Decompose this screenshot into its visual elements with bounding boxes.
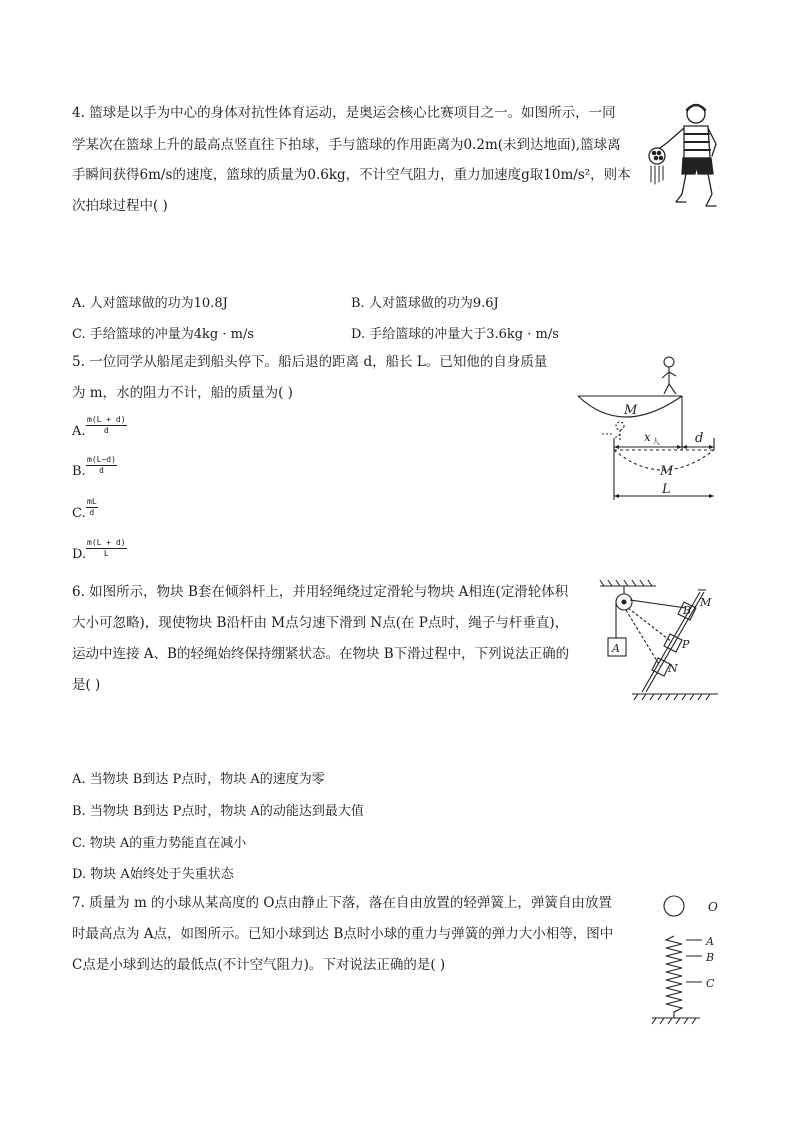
label-O: O bbox=[708, 900, 718, 914]
q5-line-1: 5. 一位同学从船尾走到船头停下。船后退的距离 d，船长 L。已知他的自身质量 bbox=[72, 354, 548, 370]
q7-line-1: 7. 质量为 m 的小球从某高度的 O点由静止下落，落在自由放置的轻弹簧上，弹簧自由放置 bbox=[72, 895, 612, 911]
q4-line-1: 4. 篮球是以手为中心的身体对抗性体育运动，是奥运会核心比赛项目之一。如图所示，一同 bbox=[72, 105, 616, 121]
q6-line-4: 是( ) bbox=[72, 677, 101, 693]
q6-option-d[interactable]: D. 物块 A始终处于失重状态 bbox=[72, 867, 234, 882]
q4-option-a[interactable]: A. 人对篮球做的功为10.8J bbox=[72, 296, 228, 311]
label-P: P bbox=[682, 638, 690, 651]
label-A: A bbox=[612, 642, 620, 655]
fraction-denominator: d bbox=[89, 508, 95, 517]
label-A: A bbox=[706, 935, 714, 948]
label-B: B bbox=[706, 951, 715, 964]
label-M: M bbox=[700, 596, 712, 609]
q6-option-a[interactable]: A. 当物块 B到达 P点时，物块 A的速度为零 bbox=[72, 772, 325, 787]
q4-option-b[interactable]: B. 人对篮球做的功为9.6J bbox=[351, 296, 499, 311]
q6-line-1: 6. 如图所示，物块 B套在倾斜杆上，并用轻绳绕过定滑轮与物块 A相连(定滑轮体积 bbox=[72, 584, 569, 600]
option-fraction bbox=[86, 497, 98, 518]
label-M-top: M bbox=[624, 403, 638, 418]
label-C: C bbox=[706, 977, 715, 990]
q7-line-2: 时最高点为 A点，如图所示。已知小球到达 B点时小球的重力与弹簧的弹力大小相等，图中 bbox=[72, 926, 614, 942]
option-letter: A. bbox=[72, 424, 86, 439]
option-letter: D. bbox=[72, 547, 87, 562]
fraction-denominator: L bbox=[103, 549, 109, 558]
basketball-player-figure bbox=[640, 98, 732, 216]
pulley-incline-figure bbox=[596, 578, 722, 702]
fraction-numerator: m(L−d) bbox=[87, 455, 116, 464]
q4-line-3: 手瞬间获得6m/s的速度，篮球的质量为0.6kg，不计空气阻力，重力加速度g取10m/s²，则本 bbox=[72, 167, 631, 183]
q6-option-c[interactable]: C. 物块 A的重力势能直在减小 bbox=[72, 836, 247, 851]
label-M-bottom: M bbox=[660, 464, 674, 479]
fraction-numerator: mL bbox=[87, 497, 97, 506]
q4-option-c[interactable]: C. 手给篮球的冲量为4kg · m/s bbox=[72, 327, 254, 342]
q4-option-d[interactable]: D. 手给篮球的冲量大于3.6kg · m/s bbox=[351, 327, 559, 342]
fraction-numerator: m(L + d) bbox=[87, 415, 126, 424]
label-x: x bbox=[644, 430, 651, 444]
label-N: N bbox=[668, 662, 678, 675]
label-L: L bbox=[662, 482, 671, 497]
fraction-denominator: d bbox=[99, 466, 104, 475]
q4-line-2: 学某次在篮球上升的最高点竖直往下拍球，手与篮球的作用距离为0.2m(未到达地面),篮球离 bbox=[72, 137, 621, 153]
q7-line-3: C点是小球到达的最低点(不计空气阻力)。下对说法正确的是( ) bbox=[72, 957, 446, 973]
spring-ball-figure bbox=[646, 890, 730, 1028]
label-d: d bbox=[695, 431, 704, 446]
label-x-subscript: 人 bbox=[652, 437, 660, 446]
option-fraction bbox=[86, 415, 127, 436]
option-fraction bbox=[86, 455, 117, 476]
q6-line-2: 大小可忽略)，现使物块 B沿杆由 M点匀速下滑到 N点(在 P点时，绳子与杆垂直)， bbox=[72, 615, 569, 631]
boat-figure bbox=[572, 350, 732, 510]
q5-line-2: 为 m，水的阻力不计，船的质量为( ) bbox=[72, 385, 293, 401]
fraction-numerator: m(L + d) bbox=[87, 538, 126, 547]
q4-line-4: 次拍球过程中( ) bbox=[72, 198, 168, 214]
label-B: B bbox=[683, 604, 692, 617]
option-letter: B. bbox=[72, 464, 86, 479]
option-letter: C. bbox=[72, 506, 86, 521]
fraction-denominator: d bbox=[103, 426, 109, 435]
option-fraction bbox=[86, 538, 127, 559]
q6-line-3: 运动中连接 A、B的轻绳始终保持绷紧状态。在物块 B下滑过程中，下列说法正确的 bbox=[72, 646, 570, 662]
q6-option-b[interactable]: B. 当物块 B到达 P点时，物块 A的动能达到最大值 bbox=[72, 804, 364, 819]
